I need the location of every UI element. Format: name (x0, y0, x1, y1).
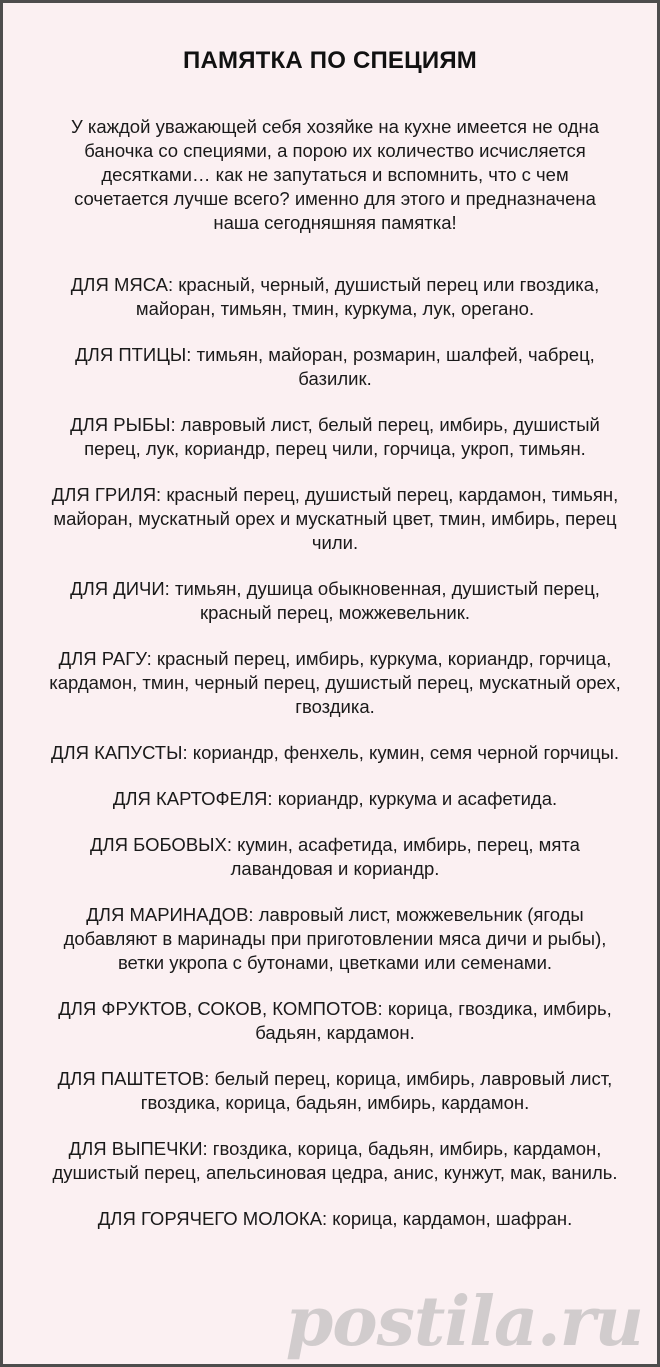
section-text: корица, гвоздика, имбирь, бадьян, кардамон. (255, 998, 612, 1043)
section-baking (41, 1137, 629, 1185)
section-label: ДЛЯ ПТИЦЫ: (75, 344, 192, 365)
section-label: ДЛЯ ДИЧИ: (70, 578, 170, 599)
section-label: ДЛЯ ГРИЛЯ: (51, 484, 162, 505)
section-fish (41, 413, 629, 461)
intro-paragraph: У каждой уважающей себя хозяйке на кухне имеется не одна баночка со специями, а порою их количество исчисляется десятками… как не запутаться и вспомнить, что с чем сочетается лучше всего? именно для этого и предназначена наша сегодняшняя памятка! (70, 116, 600, 233)
section-poultry (41, 343, 629, 391)
section-label: ДЛЯ КАРТОФЕЛЯ: (112, 788, 273, 809)
section-text: кумин, асафетида, имбирь, перец, мята лавандовая и кориандр. (230, 834, 580, 879)
section-game (41, 577, 629, 625)
watermark-logo: postila.ru (285, 1282, 643, 1362)
section-label: ДЛЯ МЯСА: (70, 274, 174, 295)
section-text: лавровый лист, можжевельник (ягоды добавляют в маринады при приготовлении мяса дичи и рыбы), ветки укропа с бутонами, цветками или семенами. (63, 904, 607, 973)
section-grill (41, 483, 629, 555)
section-legumes (41, 833, 629, 881)
section-potato (41, 787, 629, 811)
section-hot-milk (41, 1207, 629, 1231)
section-label: ДЛЯ ПАШТЕТОВ: (57, 1068, 210, 1089)
spice-sections-list (41, 273, 629, 1253)
section-marinades (41, 903, 629, 975)
section-label: ДЛЯ БОБОВЫХ: (90, 834, 233, 855)
section-label: ДЛЯ ФРУКТОВ, СОКОВ, КОМПОТОВ: (58, 998, 383, 1019)
section-text: белый перец, корица, имбирь, лавровый лист, гвоздика, корица, бадьян, имбирь, кардамон. (140, 1068, 613, 1113)
section-label: ДЛЯ ГОРЯЧЕГО МОЛОКА: (97, 1208, 328, 1229)
section-text: красный, черный, душистый перец или гвоздика, майоран, тимьян, тмин, куркума, лук, орегано. (135, 274, 600, 319)
section-stew (41, 647, 629, 719)
section-meat (41, 273, 629, 321)
section-text: тимьян, душица обыкновенная, душистый перец, красный перец, можжевельник. (169, 578, 600, 623)
section-text: красный перец, имбирь, куркума, кориандр, горчица, кардамон, тмин, черный перец, душистый перец, мускатный орех, гвоздика. (49, 648, 621, 717)
section-label: ДЛЯ КАПУСТЫ: (50, 742, 188, 763)
section-cabbage (41, 741, 629, 765)
section-label: ДЛЯ РАГУ: (58, 648, 152, 669)
section-label: ДЛЯ ВЫПЕЧКИ: (68, 1138, 208, 1159)
section-text: гвоздика, корица, бадьян, имбирь, кардамон, душистый перец, апельсиновая цедра, анис, кунжут, мак, ваниль. (52, 1138, 618, 1183)
section-text: корица, кардамон, шафран. (327, 1208, 573, 1229)
section-text: тимьян, майоран, розмарин, шалфей, чабрец, базилик. (191, 344, 595, 389)
section-pate (41, 1067, 629, 1115)
section-text: кориандр, фенхель, кумин, семя черной горчицы. (187, 742, 620, 763)
section-text: красный перец, душистый перец, кардамон, тимьян, майоран, мускатный орех и мускатный цвет, тмин, имбирь, перец чили. (53, 484, 619, 553)
section-fruits (41, 997, 629, 1045)
section-label: ДЛЯ МАРИНАДОВ: (86, 904, 254, 925)
section-text: лавровый лист, белый перец, имбирь, душистый перец, лук, кориандр, перец чили, горчица, укроп, тимьян. (84, 414, 600, 459)
section-label: ДЛЯ РЫБЫ: (70, 414, 176, 435)
section-text: кориандр, куркума и асафетида. (272, 788, 558, 809)
page-title: ПАМЯТКА ПО СПЕЦИЯМ (183, 47, 477, 74)
